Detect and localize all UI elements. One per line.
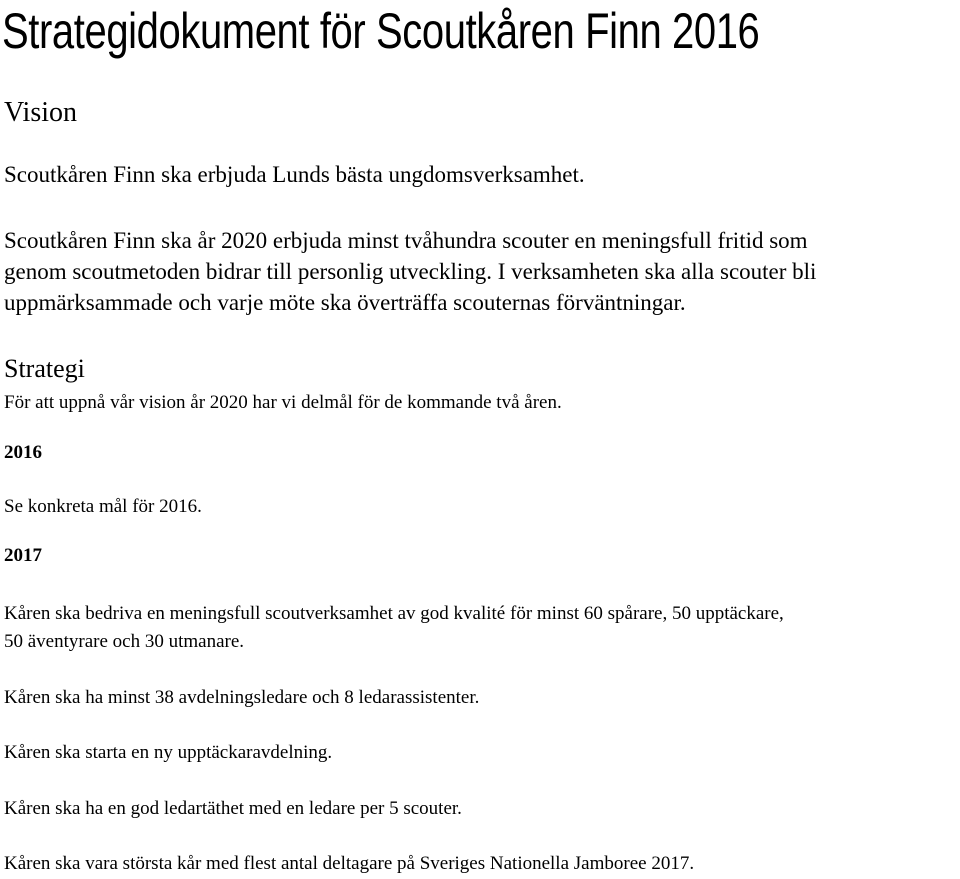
- year-2017-goal-1-line-1: Kåren ska bedriva en meningsfull scoutverksamhet av god kvalité för minst 60 spårare, 50 upptäckare,: [4, 603, 784, 624]
- year-2016-text: Se konkreta mål för 2016.: [4, 496, 202, 517]
- document-title: Strategidokument för Scoutkåren Finn 2016: [2, 3, 760, 59]
- vision-paragraph-2-line-2: genom scoutmetoden bidrar till personlig utveckling. I verksamheten ska alla scouter bli: [4, 259, 817, 284]
- year-2017-goal-2: Kåren ska ha minst 38 avdelningsledare och 8 ledarassistenter.: [4, 687, 480, 708]
- vision-heading: Vision: [4, 97, 77, 128]
- strategi-heading: Strategi: [4, 354, 85, 383]
- vision-paragraph-2-line-1: Scoutkåren Finn ska år 2020 erbjuda minst tvåhundra scouter en meningsfull fritid som: [4, 228, 808, 253]
- year-2017-goal-4: Kåren ska ha en god ledartäthet med en ledare per 5 scouter.: [4, 798, 462, 819]
- year-2017-heading: 2017: [4, 545, 42, 566]
- year-2017-goal-3: Kåren ska starta en ny upptäckaravdelning.: [4, 742, 333, 763]
- year-2017-goal-1-line-2: 50 äventyrare och 30 utmanare.: [4, 631, 245, 652]
- vision-paragraph-2-line-3: uppmärksammade och varje möte ska överträffa scouternas förväntningar.: [4, 290, 686, 315]
- vision-paragraph-1: Scoutkåren Finn ska erbjuda Lunds bästa ungdomsverksamhet.: [4, 162, 585, 187]
- strategi-intro: För att uppnå vår vision år 2020 har vi delmål för de kommande två åren.: [4, 392, 562, 413]
- year-2017-goal-5: Kåren ska vara största kår med flest antal deltagare på Sveriges Nationella Jamboree 2017.: [4, 853, 695, 874]
- year-2016-heading: 2016: [4, 442, 42, 463]
